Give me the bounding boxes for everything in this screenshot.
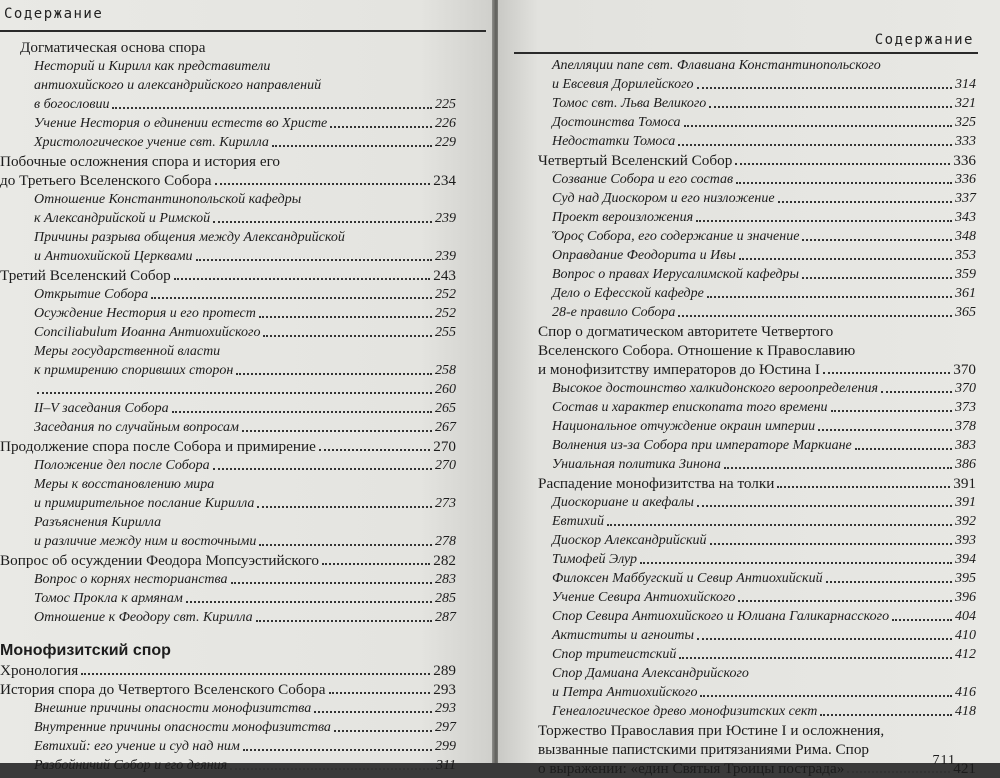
leader-dots — [242, 430, 432, 432]
toc-entry — [516, 303, 976, 322]
toc-entry-page: 391 — [955, 495, 976, 510]
leader-dots — [81, 673, 430, 675]
toc-entry-line: Причины разрыва общения между Александрийской — [34, 230, 345, 245]
toc-entry — [0, 247, 456, 266]
leader-dots — [259, 316, 432, 318]
toc-entry-page: 370 — [955, 381, 976, 396]
toc-entry-page: 270 — [433, 438, 456, 455]
toc-entry — [516, 550, 976, 569]
toc-entry-page: 421 — [953, 760, 976, 777]
toc-entry-page: 255 — [435, 325, 456, 340]
toc-entry-title: Вопрос о правах Иерусалимской кафедры — [552, 267, 800, 282]
leader-dots — [700, 695, 952, 697]
toc-left — [0, 38, 456, 775]
toc-entry — [0, 133, 456, 152]
toc-entry-title: Вопрос об осуждении Феодора Мопсуэстийского — [0, 552, 319, 569]
leader-dots — [777, 486, 950, 488]
toc-entry-title: Христологическое учение свт. Кирилла — [34, 135, 269, 150]
toc-entry-line: Спор Дамиана Александрийского — [552, 666, 749, 681]
toc-entry-page: 293 — [433, 681, 456, 698]
toc-entry-title: Диоскориане и акефалы — [552, 495, 694, 510]
toc-entry — [516, 626, 976, 645]
toc-entry — [0, 608, 456, 627]
toc-entry-line: Вселенского Собора. Отношение к Православию — [538, 342, 856, 359]
toc-entry-title: Внутренние причины опасности монофизитства — [34, 720, 331, 735]
running-head: Содержание — [874, 32, 974, 48]
leader-dots — [213, 468, 432, 470]
toc-entry-title: Национальное отчуждение окраин империи — [552, 419, 816, 434]
toc-entry-page: 239 — [435, 249, 456, 264]
toc-entry — [516, 208, 976, 227]
leader-dots — [196, 259, 432, 261]
toc-entry — [516, 569, 976, 588]
toc-entry-line: Меры к восстановлению мира — [34, 477, 215, 492]
toc-entry-page: 225 — [435, 97, 456, 112]
toc-entry-page: 353 — [955, 248, 976, 263]
leader-dots — [739, 258, 952, 260]
toc-entry-page: 370 — [953, 361, 976, 378]
toc-entry-title: в богословии — [34, 97, 110, 112]
toc-entry — [0, 718, 456, 737]
leader-dots — [818, 429, 952, 431]
toc-entry-page: 391 — [953, 475, 976, 492]
leader-dots — [678, 144, 952, 146]
leader-dots — [329, 692, 431, 694]
toc-entry — [516, 702, 976, 721]
toc-entry-page: 314 — [955, 77, 976, 92]
toc-entry-page: 311 — [436, 758, 456, 773]
toc-entry — [0, 95, 456, 114]
toc-entry-page: 404 — [955, 609, 976, 624]
toc-entry-line: Торжество Православия при Юстине I и осложнения, — [538, 722, 885, 739]
toc-entry — [516, 417, 976, 436]
toc-entry — [516, 360, 976, 379]
toc-entry — [0, 209, 456, 228]
toc-entry-title: Недостатки Томоса — [552, 134, 676, 149]
toc-entry-title: Евтихий — [552, 514, 604, 529]
toc-entry — [516, 265, 976, 284]
toc-entry-title: Разбойничий Собор и его деяния — [34, 758, 228, 773]
toc-entry-title: Осуждение Нестория и его протест — [34, 306, 256, 321]
toc-entry-title: о выражении: «един Святыя Троицы пострада» — [538, 760, 845, 777]
toc-entry-title: Четвертый Вселенский Собор — [538, 152, 733, 169]
toc-entry-title: к примирению споривших сторон — [34, 363, 234, 378]
toc-entry-page: 373 — [955, 400, 976, 415]
toc-entry — [516, 246, 976, 265]
toc-entry-title: Достоинства Томоса — [552, 115, 681, 130]
toc-entry-page: 252 — [435, 306, 456, 321]
toc-entry — [516, 759, 976, 778]
leader-dots — [855, 448, 952, 450]
toc-entry-line: вызванные папистскими притязаниями Рима. Спор — [538, 741, 870, 758]
toc-entry-title: Филоксен Маббугский и Севир Антиохийский — [552, 571, 823, 586]
toc-entry-page: 283 — [435, 572, 456, 587]
leader-dots — [230, 768, 433, 770]
toc-entry-title: Генеалогическое древо монофизитских сект — [552, 704, 818, 719]
right-page — [498, 0, 1000, 777]
toc-entry — [0, 437, 456, 456]
leader-dots — [112, 107, 432, 109]
toc-entry — [516, 474, 976, 493]
toc-entry-page: 289 — [433, 662, 456, 679]
toc-entry — [516, 151, 976, 170]
toc-entry-page: 265 — [435, 401, 456, 416]
toc-entry — [0, 304, 456, 323]
leader-dots — [174, 278, 430, 280]
leader-dots — [778, 201, 952, 203]
toc-entry-line: Несторий и Кирилл как представители — [34, 59, 271, 74]
toc-entry — [516, 455, 976, 474]
leader-dots — [735, 163, 950, 165]
toc-entry-page: 378 — [955, 419, 976, 434]
toc-entry — [0, 323, 456, 342]
toc-entry-title: Conciliabulum Иоанна Антиохийского — [34, 325, 261, 340]
running-head: Содержание — [4, 6, 104, 22]
toc-entry-title: Третий Вселенский Собор — [0, 267, 171, 284]
toc-entry — [0, 570, 456, 589]
toc-entry-page: 325 — [955, 115, 976, 130]
toc-entry-page: 252 — [435, 287, 456, 302]
toc-entry-page: 395 — [955, 571, 976, 586]
toc-entry-line: Разъяснения Кирилла — [34, 515, 162, 530]
leader-dots — [679, 657, 952, 659]
toc-entry-title: Диоскор Александрийский — [552, 533, 707, 548]
leader-dots — [151, 297, 432, 299]
toc-entry-title: Отношение к Феодору свт. Кирилла — [34, 610, 253, 625]
toc-entry-title: Суд над Диоскором и его низложение — [552, 191, 775, 206]
toc-entry-page: 239 — [435, 211, 456, 226]
toc-entry — [0, 532, 456, 551]
toc-entry-title: Догматическая основа спора — [20, 39, 206, 56]
toc-entry-page: 293 — [435, 701, 456, 716]
leader-dots — [697, 638, 952, 640]
toc-entry-title: и примирительное послание Кирилла — [34, 496, 255, 511]
toc-entry-title: и различие между ним и восточными — [34, 534, 257, 549]
toc-entry — [516, 683, 976, 702]
toc-entry-page: 321 — [955, 96, 976, 111]
toc-entry-page: 234 — [433, 172, 456, 189]
leader-dots — [334, 730, 432, 732]
toc-entry-title: и Евсевия Дорилейского — [552, 77, 694, 92]
toc-entry-page: 337 — [955, 191, 976, 206]
leader-dots — [823, 372, 950, 374]
toc-entry-page: 229 — [435, 135, 456, 150]
toc-entry-page: 278 — [435, 534, 456, 549]
toc-entry-line: Побочные осложнения спора и история его — [0, 153, 281, 170]
toc-entry — [516, 227, 976, 246]
toc-entry-page: 412 — [955, 647, 976, 662]
header-rule — [0, 30, 486, 32]
leader-dots — [709, 106, 952, 108]
toc-entry-title: Актиститы и агноиты — [552, 628, 694, 643]
toc-entry-title: и Антиохийской Церквами — [34, 249, 193, 264]
toc-entry-page: 285 — [435, 591, 456, 606]
toc-entry — [516, 588, 976, 607]
leader-dots — [257, 506, 432, 508]
toc-entry-title: Вопрос о корнях несторианства — [34, 572, 228, 587]
leader-dots — [707, 296, 952, 298]
toc-entry — [0, 456, 456, 475]
toc-entry-title: Оправдание Феодорита и Ивы — [552, 248, 736, 263]
toc-entry-page: 273 — [435, 496, 456, 511]
toc-entry-line: антиохийского и александрийского направлений — [34, 78, 322, 93]
toc-entry-title: II–V заседания Собора — [34, 401, 169, 416]
toc-entry-title: 28-е правило Собора — [552, 305, 676, 320]
leader-dots — [847, 771, 950, 773]
left-page — [0, 0, 494, 773]
toc-entry — [516, 189, 976, 208]
toc-entry-line: Отношение Константинопольской кафедры — [34, 192, 302, 207]
section-title: Монофизитский спор — [0, 642, 171, 659]
toc-entry-page: 348 — [955, 229, 976, 244]
toc-entry-page: 393 — [955, 533, 976, 548]
toc-entry-title: Распадение монофизитства на толки — [538, 475, 775, 492]
leader-dots — [215, 183, 431, 185]
toc-entry — [0, 589, 456, 608]
toc-entry — [0, 699, 456, 718]
toc-entry-title: Дело о Ефесской кафедре — [552, 286, 704, 301]
leader-dots — [696, 220, 952, 222]
leader-dots — [826, 581, 952, 583]
toc-entry — [0, 737, 456, 756]
toc-entry — [0, 285, 456, 304]
leader-dots — [330, 126, 432, 128]
toc-entry-page: 267 — [435, 420, 456, 435]
toc-entry — [0, 399, 456, 418]
leader-dots — [710, 543, 952, 545]
toc-entry-page: 361 — [955, 286, 976, 301]
leader-dots — [881, 391, 952, 393]
toc-entry-page: 394 — [955, 552, 976, 567]
toc-entry-title: Заседания по случайным вопросам — [34, 420, 239, 435]
toc-entry-page: 336 — [955, 172, 976, 187]
toc-entry — [516, 379, 976, 398]
toc-entry-page: 333 — [955, 134, 976, 149]
toc-right — [516, 56, 976, 778]
toc-entry-page: 359 — [955, 267, 976, 282]
toc-entry-title: Волнения из-за Собора при императоре Маркиане — [552, 438, 852, 453]
toc-entry-page: 260 — [435, 382, 456, 397]
toc-entry-page: 343 — [955, 210, 976, 225]
toc-entry-title: Томос свт. Льва Великого — [552, 96, 707, 111]
toc-entry — [516, 75, 976, 94]
toc-entry-title: Продолжение спора после Собора и примирение — [0, 438, 316, 455]
toc-entry-title: Созвание Собора и его состав — [552, 172, 734, 187]
toc-entry — [0, 361, 456, 380]
toc-entry-title: до Третьего Вселенского Собора — [0, 172, 212, 189]
leader-dots — [259, 544, 432, 546]
header-rule — [514, 52, 978, 54]
toc-entry — [516, 132, 976, 151]
toc-entry — [0, 114, 456, 133]
toc-entry-title: Спор Севира Антиохийского и Юлиана Галикарнасского — [552, 609, 890, 624]
toc-entry-title: Учение Севира Антиохийского — [552, 590, 736, 605]
toc-entry-title: Тимофей Элур — [552, 552, 638, 567]
leader-dots — [736, 182, 952, 184]
toc-entry-title: Униальная политика Зинона — [552, 457, 721, 472]
toc-entry-title: Открытие Собора — [34, 287, 149, 302]
leader-dots — [256, 620, 432, 622]
toc-entry — [516, 493, 976, 512]
toc-entry-title: Высокое достоинство халкидонского вероопределения — [552, 381, 878, 396]
toc-entry — [0, 38, 456, 57]
toc-entry-title: Спор тритеистский — [552, 647, 677, 662]
leader-dots — [319, 449, 430, 451]
toc-entry-page: 282 — [433, 552, 456, 569]
leader-dots — [892, 619, 952, 621]
page-number: 711 — [932, 753, 956, 768]
leader-dots — [831, 410, 952, 412]
toc-entry-title: Внешние причины опасности монофизитства — [34, 701, 312, 716]
leader-dots — [314, 711, 432, 713]
toc-entry-page: 410 — [955, 628, 976, 643]
leader-dots — [724, 467, 952, 469]
toc-entry-title: Проект вероизложения — [552, 210, 694, 225]
toc-entry — [516, 607, 976, 626]
toc-entry-page: 392 — [955, 514, 976, 529]
toc-entry — [516, 170, 976, 189]
toc-entry-page: 383 — [955, 438, 976, 453]
toc-entry — [516, 531, 976, 550]
leader-dots — [640, 562, 952, 564]
toc-entry-page: 336 — [953, 152, 976, 169]
leader-dots — [802, 239, 952, 241]
leader-dots — [243, 749, 432, 751]
leader-dots — [697, 505, 952, 507]
toc-entry — [0, 661, 456, 680]
leader-dots — [684, 125, 952, 127]
leader-dots — [263, 335, 432, 337]
leader-dots — [236, 373, 432, 375]
toc-entry-page: 258 — [435, 363, 456, 378]
toc-entry-page: 365 — [955, 305, 976, 320]
toc-entry-page: 418 — [955, 704, 976, 719]
toc-entry-title: и монофизитству императоров до Юстина I — [538, 361, 820, 378]
toc-entry — [0, 171, 456, 190]
leader-dots — [186, 601, 432, 603]
leader-dots — [802, 277, 952, 279]
toc-entry-page: 270 — [435, 458, 456, 473]
toc-entry-line: Меры государственной власти — [34, 344, 221, 359]
leader-dots — [678, 315, 952, 317]
toc-entry-title: Томос Прокла к армянам — [34, 591, 183, 606]
leader-dots — [231, 582, 433, 584]
leader-dots — [272, 145, 432, 147]
toc-entry — [0, 551, 456, 570]
toc-entry-title: Учение Нестория о единении естеств во Христе — [34, 116, 328, 131]
leader-dots — [172, 411, 432, 413]
toc-entry-page: 243 — [433, 267, 456, 284]
toc-entry-page: 226 — [435, 116, 456, 131]
toc-entry-line: Спор о догматическом авторитете Четвертого — [538, 323, 834, 340]
toc-entry — [516, 94, 976, 113]
toc-entry — [0, 494, 456, 513]
toc-entry — [516, 284, 976, 303]
toc-entry — [0, 380, 456, 399]
toc-entry — [0, 418, 456, 437]
toc-entry — [516, 512, 976, 531]
leader-dots — [697, 87, 952, 89]
leader-dots — [820, 714, 952, 716]
toc-entry-title: Евтихий: его учение и суд над ним — [34, 739, 240, 754]
toc-entry-page: 299 — [435, 739, 456, 754]
toc-entry-page: 416 — [955, 685, 976, 700]
leader-dots — [37, 392, 432, 394]
toc-entry — [0, 266, 456, 285]
toc-entry-page: 297 — [435, 720, 456, 735]
toc-entry-title: и Петра Антиохийского — [552, 685, 698, 700]
toc-entry — [516, 436, 976, 455]
toc-entry — [516, 113, 976, 132]
toc-entry-title: к Александрийской и Римской — [34, 211, 211, 226]
toc-entry — [0, 680, 456, 699]
toc-entry-line: Апелляции папе свт. Флавиана Константинопольского — [552, 58, 881, 73]
leader-dots — [607, 524, 952, 526]
leader-dots — [213, 221, 432, 223]
leader-dots — [322, 563, 430, 565]
leader-dots — [738, 600, 952, 602]
toc-entry — [516, 398, 976, 417]
toc-entry — [0, 756, 456, 775]
toc-entry-page: 287 — [435, 610, 456, 625]
toc-entry-title: Хронология — [0, 662, 79, 679]
toc-entry-page: 386 — [955, 457, 976, 472]
toc-entry-title: Состав и характер епископата того времени — [552, 400, 828, 415]
toc-entry-title: Ὅρος Собора, его содержание и значение — [552, 229, 800, 244]
toc-entry-page: 396 — [955, 590, 976, 605]
toc-entry — [516, 645, 976, 664]
toc-entry-title: Положение дел после Собора — [34, 458, 210, 473]
toc-entry-title: История спора до Четвертого Вселенского Собора — [0, 681, 326, 698]
